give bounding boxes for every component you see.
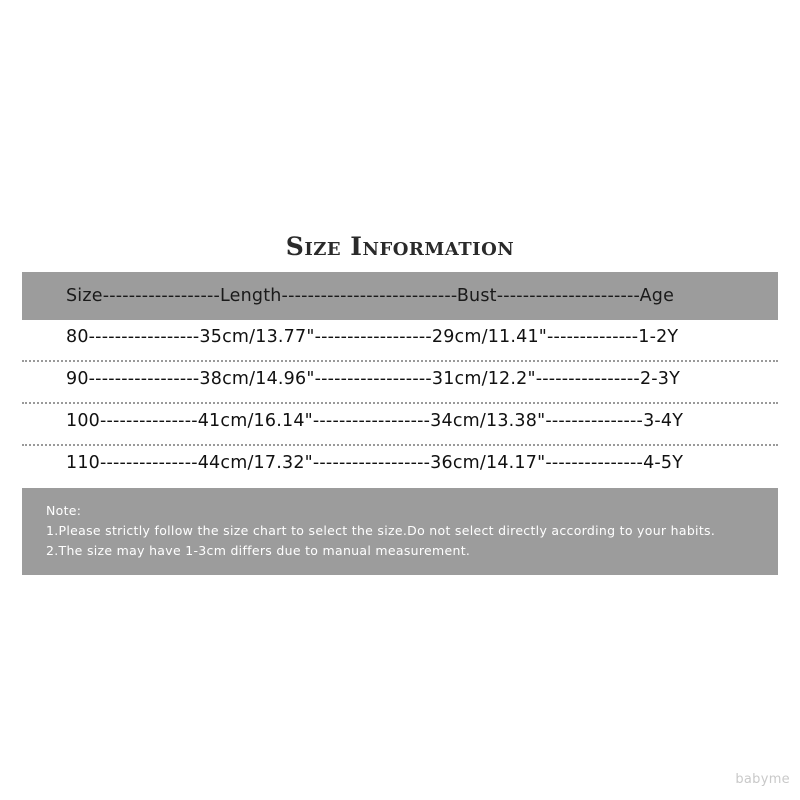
table-header-row: Size------------------Length---------------------------Bust----------------------Age xyxy=(66,286,675,306)
size-info-title: Size Information xyxy=(285,232,515,261)
note-line: 2.The size may have 1-3cm differs due to manual measurement. xyxy=(46,543,471,558)
table-row: 90-----------------38cm/14.96"------------------31cm/12.2"----------------2-3Y xyxy=(66,369,681,389)
note-line: 1.Please strictly follow the size chart to select the size.Do not select directly according to your habits. xyxy=(46,523,716,538)
note-heading: Note: xyxy=(46,503,82,518)
row-divider xyxy=(22,444,778,446)
row-divider xyxy=(22,402,778,404)
table-row: 100---------------41cm/16.14"------------------34cm/13.38"---------------3-4Y xyxy=(66,411,684,431)
table-row: 110---------------44cm/17.32"------------------36cm/14.17"---------------4-5Y xyxy=(66,453,684,473)
row-divider xyxy=(22,360,778,362)
table-row: 80-----------------35cm/13.77"------------------29cm/11.41"--------------1-2Y xyxy=(66,327,679,347)
watermark: babyme xyxy=(735,772,790,787)
